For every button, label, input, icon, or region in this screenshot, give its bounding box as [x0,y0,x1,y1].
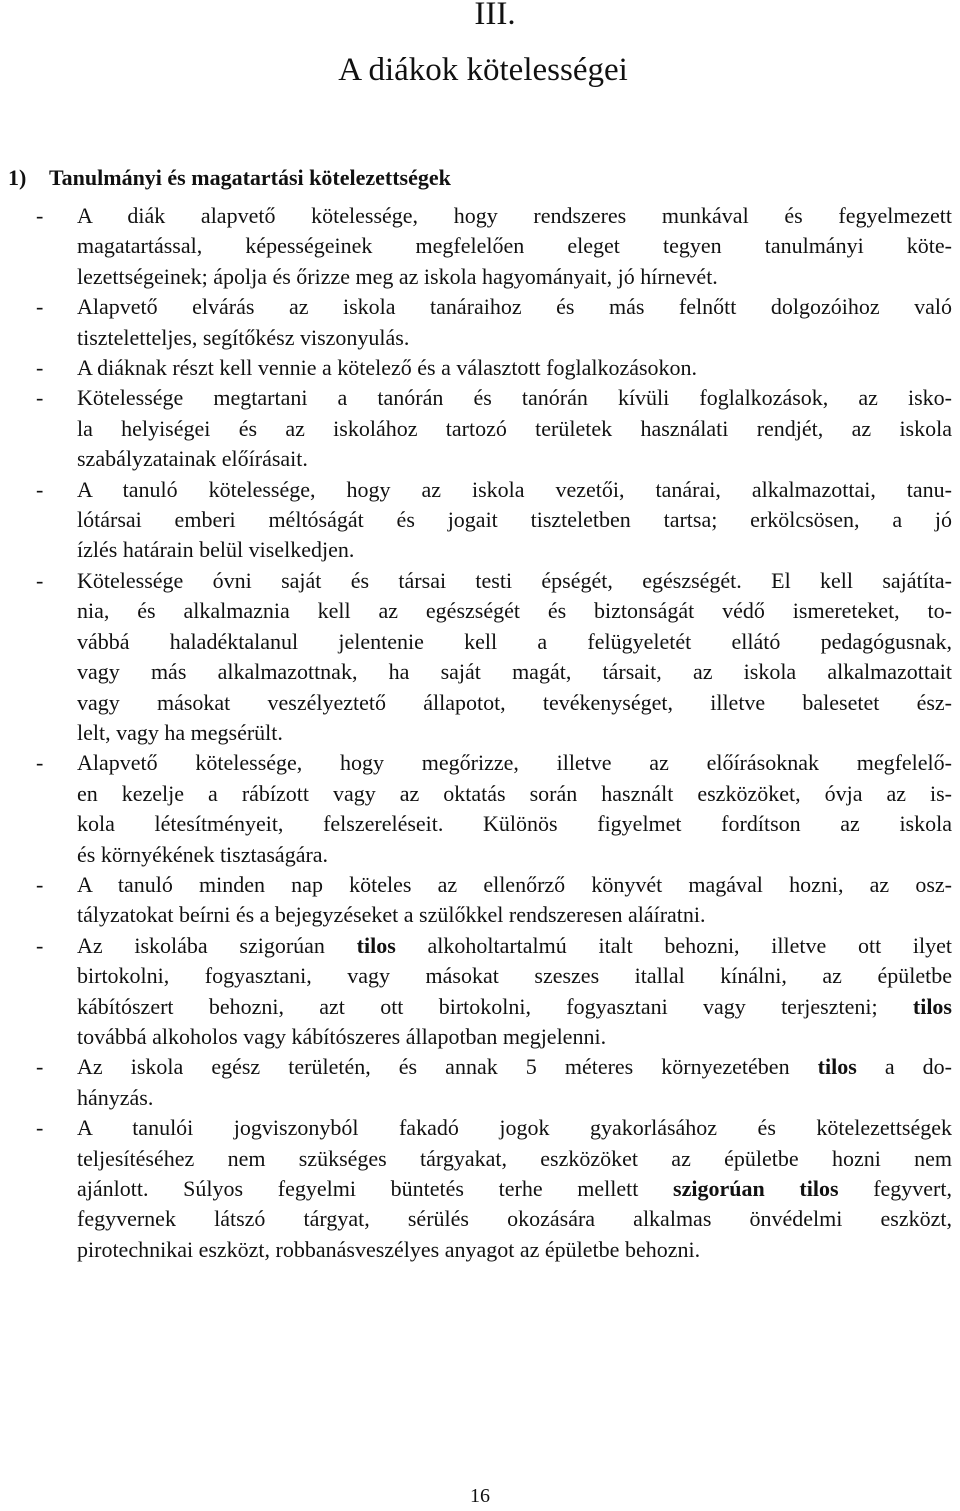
list-item [0,1052,960,1113]
list-item-line: pirotechnikai eszközt, robbanásveszélyes anyagot az épületbe behozni. [77,1236,701,1262]
list-item-line: la helyiségei és az iskolához tartozó területek használati rendjét, az iskola [77,415,952,441]
list-item [0,292,960,353]
list-item-line: vagy más alkalmazottnak, ha saját magát, társait, az iskola alkalmazottait [77,659,952,685]
list-item-line: lezettségeinek; ápolja és őrizze meg az iskola hagyományait, jó hírnevét. [77,263,718,289]
obligations-list [0,201,960,1265]
list-item-line: A tanuló kötelessége, hogy az iskola vezetői, tanárai, alkalmazottai, tanu- [77,476,952,502]
list-item-line: lelt, vagy ha megsérült. [77,719,283,745]
list-item-line: A tanuló minden nap köteles az ellenőrző könyvét magával hozni, az osz- [77,871,952,897]
section-number: 1) [8,165,27,190]
list-item-line: tályzatokat beírni és a bejegyzéseket a szülőkkel rendszeresen aláíratni. [77,902,706,928]
bullet-dash: - [36,750,44,776]
list-item-line: Kötelessége megtartani a tanórán és tanórán kívüli foglalkozások, az isko- [77,385,952,411]
list-item [0,566,960,748]
list-item [0,931,960,1053]
list-item-line: birtokolni, fogyasztani, vagy másokat szeszes itallal kínálni, az épületbe [77,963,952,989]
emphasis: tilos [356,932,396,958]
list-item-line: vagy másokat veszélyeztető állapotot, tevékenységet, illetve balesetet ész- [77,689,952,715]
list-item-line: teljesítéséhez nem szükséges tárgyakat, eszközöket az épületbe hozni nem [77,1145,952,1171]
list-item-line: nia, és alkalmaznia kell az egészségét és biztonságát védő ismereteket, to- [77,598,952,624]
list-item-line: fegyvernek látszó tárgyat, sérülés okozására alkalmas önvédelmi eszközt, [77,1206,952,1232]
bullet-dash: - [36,871,44,897]
bullet-dash: - [36,385,44,411]
list-item-line: szabályzatainak előírásait. [77,446,308,472]
bullet-dash: - [36,1115,44,1141]
bullet-dash: - [36,1054,44,1080]
list-item [0,870,960,931]
list-item [0,353,960,383]
list-item-line: ajánlott. Súlyos fegyelmi büntetés terhe mellett szigorúan tilos fegyvert, [77,1176,952,1201]
list-item-line: Kötelessége óvni saját és társai testi épségét, egészségét. El kell sajátíta- [77,567,952,593]
list-item-line: ízlés határain belül viselkedjen. [77,537,355,563]
list-item [0,201,960,292]
section-title: Tanulmányi és magatartási kötelezettségek [49,165,451,190]
chapter-number: III. [474,0,516,32]
list-item-line: vábbá haladéktalanul jelentenie kell a felügyeletét ellátó pedagógusnak, [77,628,952,654]
emphasis: szigorúan tilos [673,1176,839,1201]
list-item [0,475,960,566]
list-item-line: lótársai emberi méltóságát és jogait tiszteletben tartsa; erkölcsösen, a jó [77,507,952,533]
list-item-line: A diák alapvető kötelessége, hogy rendszeres munkával és fegyelmezett [77,203,952,228]
bullet-dash: - [36,567,44,593]
list-item-line: továbbá alkoholos vagy kábítószeres állapotban megjelenni. [77,1023,607,1049]
emphasis: tilos [912,993,952,1019]
bullet-dash: - [36,932,44,958]
chapter-title: A diákok kötelességei [338,52,628,88]
list-item-line: kábítószert behozni, azt ott birtokolni, fogyasztani vagy terjeszteni; tilos [77,993,952,1019]
list-item-line: hányzás. [77,1084,154,1110]
bullet-dash: - [36,476,44,502]
list-item-line: Alapvető elvárás az iskola tanáraihoz és más felnőtt dolgozóihoz való [77,294,952,320]
list-item [0,1113,960,1265]
list-item-line: A tanulói jogviszonyból fakadó jogok gyakorlásához és kötelezettségek [77,1115,952,1141]
list-item-line: kola létesítményeit, felszereléseit. Különös figyelmet fordítson az iskola [77,811,952,837]
bullet-dash: - [36,203,44,228]
list-item [0,748,960,870]
list-item-line: és környékének tisztaságára. [77,841,329,867]
bullet-dash: - [36,355,44,381]
list-item [0,383,960,474]
list-item-line: magatartással, képességeinek megfelelően eleget tegyen tanulmányi köte- [77,233,952,259]
emphasis: tilos [817,1054,857,1080]
list-item-line: Az iskolába szigorúan tilos alkoholtartalmú italt behozni, illetve ott ilyet [77,932,952,958]
list-item-line: Az iskola egész területén, és annak 5 méteres környezetében tilos a do- [77,1054,952,1080]
list-item-line: A diáknak részt kell vennie a kötelező és a választott foglalkozásokon. [77,355,698,381]
bullet-dash: - [36,294,44,320]
section-heading [8,163,451,193]
list-item-line: Alapvető kötelessége, hogy megőrizze, illetve az előírásoknak megfelelő- [77,750,952,776]
page-number: 16 [470,1485,490,1507]
list-item-line: en kezelje a rábízott vagy az oktatás során használt eszközöket, óvja az is- [77,780,952,806]
list-item-line: tiszteletteljes, segítőkész viszonyulás. [77,324,410,350]
